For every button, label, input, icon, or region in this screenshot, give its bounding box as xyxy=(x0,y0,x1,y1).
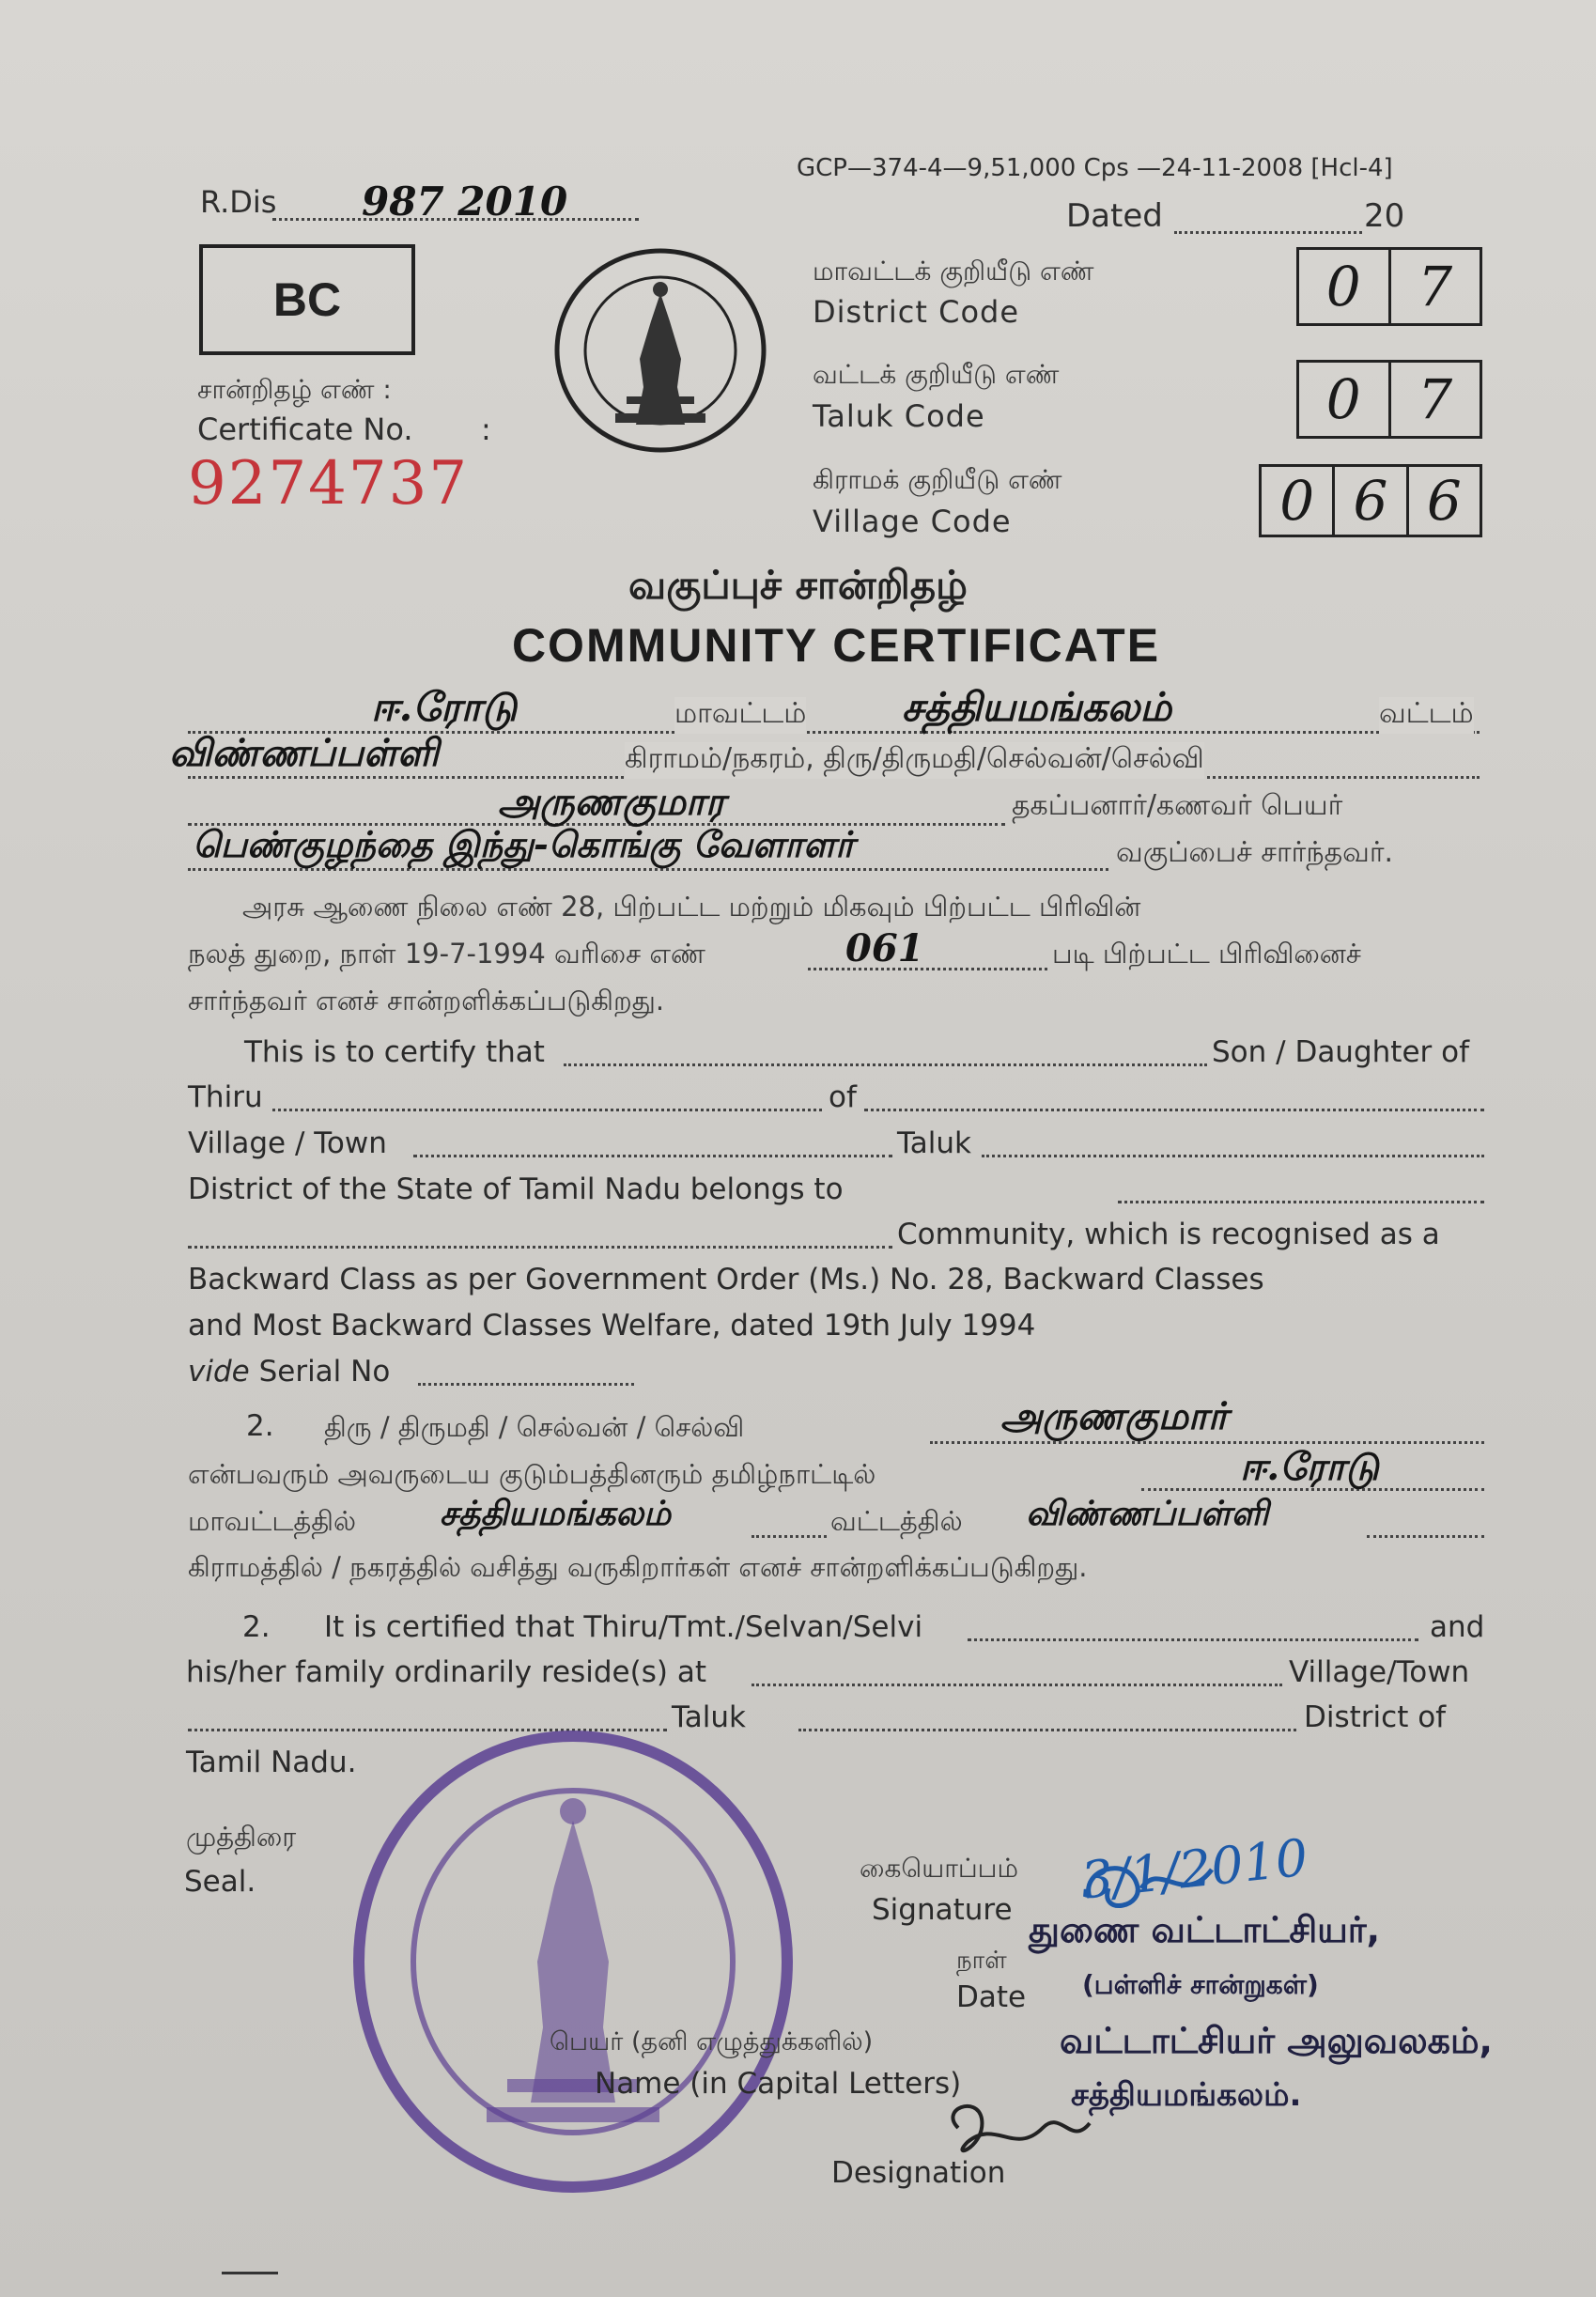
ta2-taluk-fill: சத்தியமங்கலம் xyxy=(440,1494,672,1533)
en-line4: District of the State of Tamil Nadu belongs to xyxy=(188,1172,844,1206)
en-line1-dots xyxy=(564,1063,1207,1066)
en2-line2b: Village/Town xyxy=(1289,1655,1470,1689)
certificate-no-colon: : xyxy=(481,411,491,447)
seal-label: Seal. xyxy=(184,1865,256,1899)
taluk-code-box xyxy=(1296,360,1482,439)
ta-village-label: கிராமம்/நகரம், திரு/திருமதி/செல்வன்/செல்வி xyxy=(625,742,1204,779)
en-line2-dots-b xyxy=(864,1109,1484,1111)
ta2-name-fill: அருணகுமார் xyxy=(1000,1394,1228,1438)
en2-line2-dots xyxy=(752,1684,1282,1686)
stamp-line4: சத்தியமங்கலம். xyxy=(1071,2076,1302,2114)
ta2-line4: கிராமத்தில் / நகரத்தில் வசித்து வருகிறார்கள் எனச் சான்றளிக்கப்படுகிறது. xyxy=(188,1551,1088,1583)
certificate-no-label-ta: சான்றிதழ் எண் : xyxy=(197,374,392,405)
ta-go-line2b: படி பிற்பட்ட பிரிவினைச் xyxy=(1052,938,1361,970)
signature-label: Signature xyxy=(872,1893,1013,1927)
en-line1b: Son / Daughter of xyxy=(1212,1035,1469,1069)
en2-line1a: It is certified that Thiru/Tmt./Selvan/Selvi xyxy=(324,1610,923,1644)
signature-label-ta: கையொப்பம் xyxy=(860,1853,1019,1884)
dated-year: 20 xyxy=(1364,197,1405,235)
stamp-line3: வட்டாட்சியர் அலுவலகம், xyxy=(1060,2020,1493,2061)
title-en: COMMUNITY CERTIFICATE xyxy=(511,619,1161,672)
initials-scribble-icon xyxy=(930,2090,1099,2175)
ta-serial-dots xyxy=(808,968,1047,970)
certificate-number: 9274737 xyxy=(188,449,470,519)
taluk-code-label: Taluk Code xyxy=(813,398,985,434)
title-ta: வகுப்புச் சான்றிதழ் xyxy=(628,562,968,608)
taluk-code-digit: 7 xyxy=(1418,367,1453,431)
village-code-digit: 6 xyxy=(1426,469,1462,533)
village-code-digit: 0 xyxy=(1262,467,1335,535)
en-line8b: Serial No xyxy=(249,1355,391,1389)
state-emblem-icon xyxy=(550,246,771,455)
ta2-line2: என்பவரும் அவருடைய குடும்பத்தினரும் தமிழ்நாட்டில் xyxy=(188,1458,876,1490)
date-label: Date xyxy=(956,1980,1027,2014)
ta-taluk-label: வட்டம் xyxy=(1379,697,1474,734)
en-line3-dots-a xyxy=(413,1155,892,1157)
bottom-mark xyxy=(222,2272,278,2274)
en2-line3-dots-b xyxy=(798,1729,1296,1731)
ta2-line3a: மாவட்டத்தில் xyxy=(188,1505,357,1537)
en2-line4: Tamil Nadu. xyxy=(186,1746,357,1779)
ta-go-line2a: நலத் துறை, நாள் 19-7-1994 வரிசை எண் xyxy=(188,938,705,970)
en-line7: and Most Backward Classes Welfare, dated 19th July 1994 xyxy=(188,1309,1036,1343)
en-line3b: Taluk xyxy=(897,1126,972,1160)
en2-line2a: his/her family ordinarily reside(s) at xyxy=(186,1655,706,1689)
ta2-line3b: வட்டத்தில் xyxy=(830,1505,963,1537)
ta2-line3-dots-b xyxy=(1367,1535,1484,1538)
village-code-label: Village Code xyxy=(813,504,1012,539)
ta-district-fill: ஈ.ரோடு xyxy=(371,684,518,730)
en-line3a: Village / Town xyxy=(188,1126,387,1160)
office-seal-icon xyxy=(329,1708,817,2234)
signature-date: 3/1/2010 xyxy=(1077,1827,1311,1911)
en-line6: Backward Class as per Government Order (Ms.) No. 28, Backward Classes xyxy=(188,1263,1264,1296)
rdis-label: R.Dis xyxy=(200,184,277,220)
name-label-ta: பெயர் (தனி எழுத்துக்களில்) xyxy=(550,2027,874,2056)
rdis-value: 987 2010 xyxy=(362,178,568,225)
ta-village-fill: விண்ணப்பள்ளி xyxy=(169,731,440,775)
district-code-label-ta: மாவட்டக் குறியீடு எண் xyxy=(813,256,1094,287)
ta2-district-fill: ஈ.ரோடு xyxy=(1240,1445,1379,1489)
en-line3-dots-b xyxy=(982,1155,1484,1157)
ta-community-label: வகுப்பைச் சார்ந்தவர். xyxy=(1116,836,1394,869)
name-label: Name (in Capital Letters) xyxy=(595,2067,962,2101)
stamp-line1: துணை வட்டாட்சியர், xyxy=(1029,1909,1381,1950)
ta2-line1: திரு / திருமதி / செல்வன் / செல்வி xyxy=(324,1411,745,1443)
en-line2b: of xyxy=(829,1080,857,1114)
en2-line3b: District of xyxy=(1304,1700,1447,1734)
ta2-village-fill: விண்ணப்பள்ளி xyxy=(1026,1494,1269,1533)
gcp-line: GCP—374-4—9,51,000 Cps —24-11-2008 [Hcl-4] xyxy=(797,154,1393,182)
en-line1a: This is to certify that xyxy=(244,1035,545,1069)
taluk-code-label-ta: வட்டக் குறியீடு எண் xyxy=(813,359,1060,390)
date-label-ta: நாள் xyxy=(956,1947,1007,1975)
village-code-label-ta: கிராமக் குறியீடு எண் xyxy=(813,464,1062,495)
ta-district-label: மாவட்டம் xyxy=(674,697,806,734)
en-line5: Community, which is recognised as a xyxy=(897,1218,1440,1251)
ta2-num: 2. xyxy=(246,1409,274,1443)
class-box xyxy=(199,244,415,355)
ta2-line3-dots-a xyxy=(752,1535,827,1538)
en2-num: 2. xyxy=(242,1610,271,1644)
district-code-box xyxy=(1296,247,1482,326)
taluk-code-digit: 0 xyxy=(1299,363,1391,436)
designation-label: Designation xyxy=(831,2156,1006,2190)
en-line2-dots-a xyxy=(272,1109,822,1111)
ta-go-line1: அரசு ஆணை நிலை எண் 28, பிற்பட்ட மற்றும் மிகவும் பிற்பட்ட பிரிவின் xyxy=(242,891,1141,923)
certificate-no-label: Certificate No. xyxy=(197,411,413,447)
district-code-label: District Code xyxy=(813,294,1020,330)
district-code-digit: 0 xyxy=(1299,250,1391,323)
en2-line1b: and xyxy=(1430,1610,1485,1644)
en-line4-dots xyxy=(1118,1201,1484,1203)
ta-serial-fill: 061 xyxy=(845,926,924,970)
en-line8-dots xyxy=(418,1383,634,1386)
ta-community-fill: பெண்குழந்தை இந்து-கொங்கு வேளாளர் xyxy=(193,823,855,865)
ta-go-line3: சார்ந்தவர் எனச் சான்றளிக்கப்படுகிறது. xyxy=(188,985,665,1017)
ta-father-label: தகப்பனார்/கணவர் பெயர் xyxy=(1012,789,1343,822)
district-code-digit: 7 xyxy=(1418,255,1453,318)
stamp-line2: (பள்ளிச் சான்றுகள்) xyxy=(1082,1969,1319,2000)
en-line8 xyxy=(188,1355,390,1389)
en-line8a: vide xyxy=(188,1355,250,1389)
dated-label: Dated xyxy=(1066,197,1163,235)
village-code-digit: 6 xyxy=(1335,467,1408,535)
en2-line1-dots xyxy=(968,1638,1418,1641)
village-code-box xyxy=(1259,464,1482,537)
en2-line3a: Taluk xyxy=(672,1700,747,1734)
seal-label-ta: முத்திரை xyxy=(186,1821,297,1853)
dated-dotline xyxy=(1174,231,1362,234)
en-line5-dots xyxy=(188,1246,892,1249)
class-box-text: BC xyxy=(272,273,342,326)
ta-father-fill: அருணகுமார xyxy=(498,780,725,824)
ta-taluk-fill: சத்தியமங்கலம் xyxy=(902,684,1172,730)
en-line2a: Thiru xyxy=(188,1080,263,1114)
